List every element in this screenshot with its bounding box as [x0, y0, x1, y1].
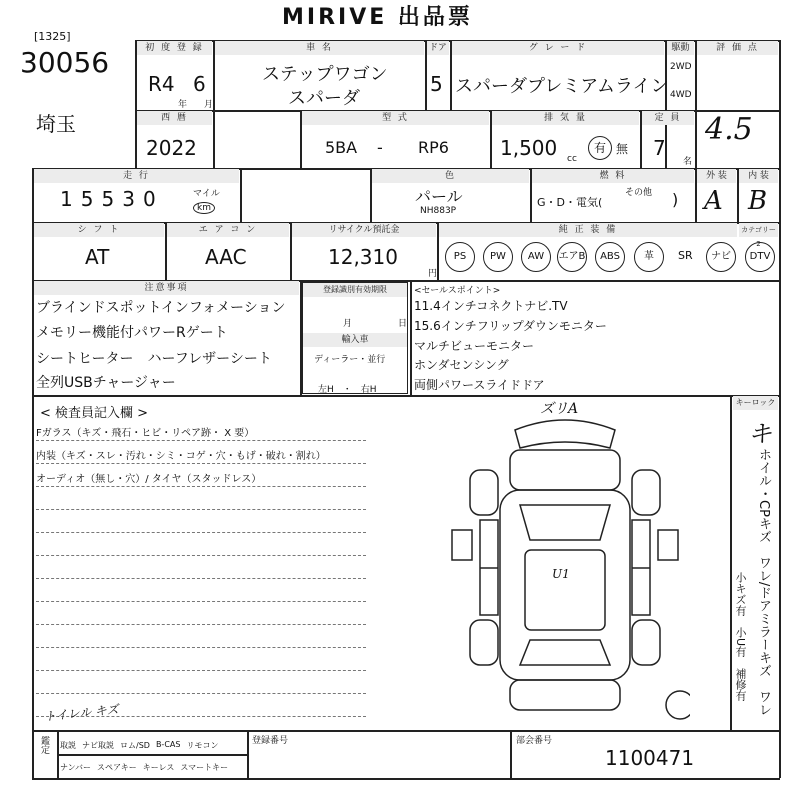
side-damage-legend: ホイル・CPキズ ワレ/ドアミラーキズ ワレ	[756, 448, 771, 717]
header-aircon: エ ア コ ン	[167, 223, 289, 237]
inspection-line: Fガラス（キズ・飛石・ヒビ・リペア跡・ X 要）	[36, 428, 255, 439]
mileage-digit: 5	[101, 187, 115, 211]
header-displacement: 排 気 量	[492, 111, 639, 125]
header-category: カテゴリー2	[739, 223, 778, 237]
grade-name: スパーダプレミアムライン	[455, 76, 669, 97]
header-keylock: キーロック	[733, 396, 778, 410]
doc-rom-sd: ロム/SD	[120, 741, 150, 750]
year-ad: 2022	[146, 136, 197, 160]
mileage-digit: 5	[80, 187, 94, 211]
doc-spare-key: スペアキー	[97, 763, 137, 772]
region: 埼玉	[36, 112, 76, 136]
bottom-row-1	[60, 740, 218, 751]
header-doors: ドア	[427, 41, 449, 55]
header-drive: 駆動	[667, 41, 694, 55]
entry-number: 30056	[20, 46, 110, 79]
mileage-digit: 1	[60, 187, 73, 211]
header-sales-points: <セールスポイント>	[414, 286, 501, 296]
recycle-fee: 12,310	[328, 245, 398, 269]
equip-abs: ABS	[595, 242, 625, 272]
sheet-number: 1100471	[605, 746, 695, 770]
car-name-line2: スパーダ	[288, 88, 360, 109]
color-code: NH883P	[420, 206, 457, 216]
document-title: MIRIVE 出品票	[282, 5, 473, 30]
cc-unit: cc	[567, 154, 577, 164]
header-grade: グ レ ー ド	[452, 41, 664, 55]
inspection-handwritten: トイレル キズ	[43, 702, 120, 724]
equip-dtv: DTV	[745, 242, 775, 272]
equip-pw: PW	[483, 242, 513, 272]
bottom-row-2	[60, 762, 228, 773]
capacity-unit: 名	[683, 157, 693, 167]
header-fuel: 燃 料	[532, 169, 694, 183]
doc-navi-manual: ナビ取説	[82, 741, 114, 750]
color-name: パール	[415, 187, 463, 206]
header-interior: 内 装	[739, 169, 778, 183]
header-notes: 注意事項	[34, 281, 299, 295]
mileage-digit: 3	[122, 187, 135, 211]
inspection-line: オーディオ（無し・穴）/ タイヤ（スタッドレス）	[36, 474, 262, 485]
inspection-line: 内装（キズ・スレ・汚れ・シミ・コゲ・穴・もげ・破れ・割れ）	[36, 451, 326, 462]
header-shift: シ フ ト	[34, 223, 164, 237]
doc-keyless: キーレス	[142, 763, 175, 772]
header-car-name: 車 名	[215, 41, 424, 55]
doc-manual: 取説	[60, 741, 76, 750]
fuel-options: G・D・電気(	[537, 196, 603, 209]
mileage-digits	[60, 187, 156, 211]
handle-side: 左H ・ 右H	[318, 385, 377, 395]
note-item: 全列USBチャージャー	[36, 375, 176, 391]
doc-remote: リモコン	[186, 741, 219, 750]
exterior-grade: A	[704, 186, 723, 216]
yen-unit: 円	[428, 269, 438, 279]
fuel-close: )	[672, 190, 679, 209]
shift: AT	[85, 245, 110, 269]
header-score: 評 価 点	[697, 41, 778, 55]
side-damage-sub: 小キズ有 小U有 補修有	[734, 572, 747, 702]
diagram-top-note: ズリA	[540, 401, 579, 417]
equip-leather: 革	[634, 242, 664, 272]
sheet-number-label: 部会番号	[516, 736, 553, 746]
equip-airbag: エアB	[557, 242, 587, 272]
evaluation-score: 4.5	[705, 112, 753, 147]
doc-bcas: B-CAS	[155, 740, 181, 749]
turbo-no: 無	[616, 142, 629, 156]
year-unit: 年	[178, 100, 188, 110]
doc-smart-key: スマートキー	[180, 763, 229, 772]
dealer-parallel: ディーラー・並行	[314, 355, 386, 365]
header-model: 型 式	[302, 111, 489, 125]
sales-point: マルチビューモニター	[414, 339, 535, 353]
bottom-left-label: 鑑定	[39, 736, 49, 754]
equip-navi: ナビ	[706, 242, 736, 272]
header-equipment: 純 正 装 備	[439, 223, 737, 237]
header-exterior: 外 装	[697, 169, 736, 183]
header-first-reg: 初 度 登 録	[137, 41, 212, 55]
reg-day-label: 日	[398, 319, 408, 329]
sales-point: ホンダセンシング	[414, 358, 509, 372]
reg-box-title: 登録識別有効期限	[303, 283, 407, 297]
inspection-title: < 検査員記入欄 >	[40, 406, 149, 421]
model-prefix: 5BA	[325, 138, 358, 157]
doc-plate: ナンバー	[60, 763, 92, 772]
interior-grade: B	[748, 186, 768, 216]
reg-month: 6	[193, 72, 206, 96]
mileage-digit: 0	[142, 187, 156, 211]
reg-month-label: 月	[343, 319, 353, 329]
diagram-center-note: U1	[552, 567, 570, 581]
spare-tire	[666, 691, 690, 719]
sales-point: 両側パワースライドドア	[414, 378, 545, 392]
drive-2wd: 2WD	[670, 62, 692, 72]
month-unit: 月	[204, 100, 214, 110]
header-recycle: リサイクル預託金	[292, 223, 436, 237]
displacement: 1,500	[500, 136, 558, 160]
equip-ps: PS	[445, 242, 475, 272]
sales-point: 15.6インチフリップダウンモニター	[414, 319, 607, 333]
fuel-other: その他	[625, 188, 653, 198]
header-capacity: 定 員	[642, 111, 694, 125]
keylock-mark: キ	[748, 420, 772, 448]
km-label: km	[193, 202, 215, 214]
lot-number: [1325]	[34, 30, 71, 43]
aircon: AAC	[205, 245, 247, 269]
reg-number-label: 登録番号	[252, 736, 289, 746]
note-item: メモリー機能付パワーRゲート	[36, 325, 228, 341]
door-count: 5	[430, 72, 443, 96]
import-title: 輸入車	[303, 333, 407, 347]
reg-era: R4	[148, 72, 175, 96]
equip-aw: AW	[521, 242, 551, 272]
note-item: ブラインドスポットインフォメーション	[36, 300, 286, 316]
model-code: RP6	[418, 138, 449, 157]
model-dash: -	[377, 138, 383, 157]
header-mileage: 走 行	[34, 169, 239, 183]
drive-4wd: 4WD	[670, 90, 692, 100]
turbo-yes: 有	[588, 136, 612, 160]
capacity: 7	[653, 136, 666, 160]
note-item: シートヒーター ハーフレザーシート	[36, 351, 272, 367]
equip-sunroof: SR	[678, 249, 693, 262]
header-color: 色	[372, 169, 529, 183]
sales-point: 11.4インチコネクトナビ.TV	[414, 299, 568, 313]
car-name-line1: ステップワゴン	[262, 64, 388, 85]
mile-label: マイル	[193, 189, 220, 199]
header-year-ad: 西 暦	[137, 111, 212, 125]
